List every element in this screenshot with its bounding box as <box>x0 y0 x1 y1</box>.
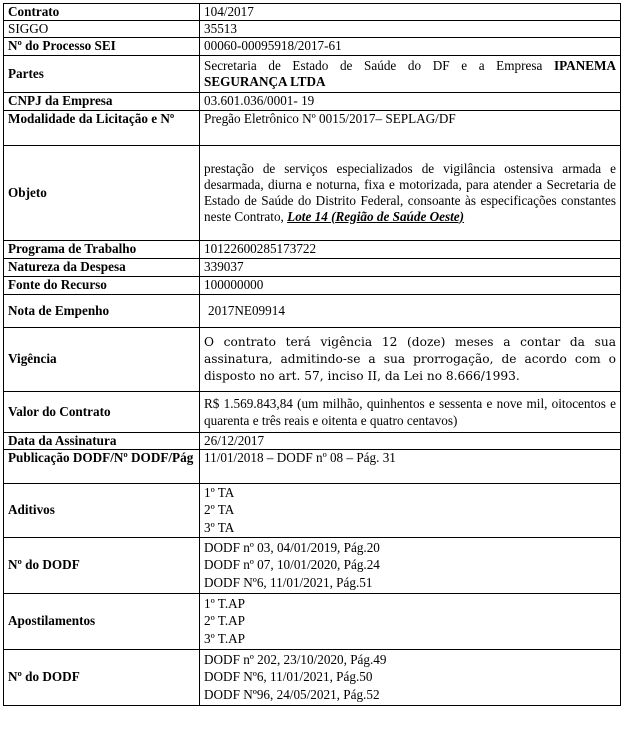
table-row <box>4 294 621 327</box>
row-value-aditivos <box>200 483 621 537</box>
table-row <box>4 483 621 537</box>
row-value-programa: 10122600285173722 <box>200 240 621 258</box>
table-row <box>4 37 621 55</box>
table-row <box>4 258 621 276</box>
table-row <box>4 4 621 21</box>
row-value-contrato: 104/2017 <box>200 4 621 21</box>
row-label-apostilamentos: Apostilamentos <box>4 593 200 649</box>
table-row <box>4 55 621 92</box>
list-item: DODF nº 03, 04/01/2019, Pág.20 <box>204 539 380 555</box>
table-row <box>4 391 621 432</box>
table-row <box>4 593 621 649</box>
row-label-dodf-apostilamentos: Nº do DODF <box>4 649 200 705</box>
row-label-empenho: Nota de Empenho <box>4 294 200 327</box>
row-label-vigencia: Vigência <box>4 327 200 391</box>
row-label-assinatura: Data da Assinatura <box>4 432 200 449</box>
list-item: DODF Nº6, 11/01/2021, Pág.51 <box>204 574 373 590</box>
table-row <box>4 92 621 110</box>
row-value-fonte: 100000000 <box>200 276 621 294</box>
row-value-siggo: 35513 <box>200 20 621 37</box>
table-row <box>4 276 621 294</box>
row-label-contrato: Contrato <box>4 4 200 21</box>
row-label-cnpj: CNPJ da Empresa <box>4 92 200 110</box>
table-row <box>4 537 621 593</box>
list-item: 1º TA <box>204 484 235 500</box>
company-name: IPANEMA SEGURANÇA LTDA <box>204 58 616 89</box>
row-label-partes: Partes <box>4 55 200 92</box>
row-value-empenho: 2017NE09914 <box>200 294 621 327</box>
row-label-siggo: SIGGO <box>4 20 200 37</box>
row-label-natureza: Natureza da Despesa <box>4 258 200 276</box>
list-item: DODF nº 07, 10/01/2020, Pág.24 <box>204 557 380 573</box>
row-value-objeto <box>200 145 621 240</box>
list-item: DODF Nº96, 24/05/2021, Pág.52 <box>204 686 380 702</box>
row-label-valor: Valor do Contrato <box>4 391 200 432</box>
table-row <box>4 432 621 449</box>
row-label-publicacao: Publicação DODF/Nº DODF/Pág <box>4 449 200 483</box>
list-item: 3º TA <box>204 519 235 535</box>
row-value-cnpj: 03.601.036/0001- 19 <box>200 92 621 110</box>
row-value-dodf-aditivos <box>200 537 621 593</box>
table-row <box>4 110 621 145</box>
objeto-text: prestação de serviços especializados de vigilância ostensiva armada e desarmada, diurna e noturna, fixa e motorizada, para atender a Secretaria de Estado de Saúde do Distrito Federal, consoante às especificações constantes neste Contrato, <box>204 160 616 224</box>
list-item: DODF nº 202, 23/10/2020, Pág.49 <box>204 651 387 667</box>
table-row <box>4 327 621 391</box>
table-row <box>4 240 621 258</box>
row-value-natureza: 339037 <box>200 258 621 276</box>
table-row <box>4 145 621 240</box>
row-value-modalidade: Pregão Eletrônico Nº 0015/2017– SEPLAG/DF <box>200 110 621 145</box>
row-label-dodf-aditivos: Nº do DODF <box>4 537 200 593</box>
table-row <box>4 449 621 483</box>
row-label-modalidade: Modalidade da Licitação e Nº <box>4 110 200 145</box>
list-item: DODF Nº6, 11/01/2021, Pág.50 <box>204 669 373 685</box>
row-label-aditivos: Aditivos <box>4 483 200 537</box>
list-item: 2º T.AP <box>204 613 245 629</box>
list-item: 2º TA <box>204 502 235 518</box>
table-row <box>4 20 621 37</box>
row-label-fonte: Fonte do Recurso <box>4 276 200 294</box>
row-label-programa: Programa de Trabalho <box>4 240 200 258</box>
row-value-vigencia: O contrato terá vigência 12 (doze) meses a contar da sua assinatura, admitindo-se a sua prorrogação, de acordo com o disposto no art. 57, inciso II, da Lei no 8.666/1993. <box>200 327 621 391</box>
row-value-assinatura: 26/12/2017 <box>200 432 621 449</box>
row-value-publicacao: 11/01/2018 – DODF nº 08 – Pág. 31 <box>200 449 621 483</box>
row-value-partes <box>200 55 621 92</box>
contract-summary-table <box>3 3 621 706</box>
row-value-apostilamentos <box>200 593 621 649</box>
row-label-objeto: Objeto <box>4 145 200 240</box>
list-item: 1º T.AP <box>204 595 245 611</box>
partes-text: Secretaria de Estado de Saúde do DF e a Empresa <box>204 58 543 73</box>
list-item: 3º T.AP <box>204 630 245 646</box>
row-value-dodf-apostilamentos <box>200 649 621 705</box>
row-value-valor: R$ 1.569.843,84 (um milhão, quinhentos e sessenta e nove mil, oitocentos e quarenta e três reais e oitenta e quatro centavos) <box>200 391 621 432</box>
table-row <box>4 649 621 705</box>
lote-text: Lote 14 (Região de Saúde Oeste) <box>287 208 465 224</box>
row-label-processo: Nº do Processo SEI <box>4 37 200 55</box>
row-value-processo: 00060-00095918/2017-61 <box>200 37 621 55</box>
